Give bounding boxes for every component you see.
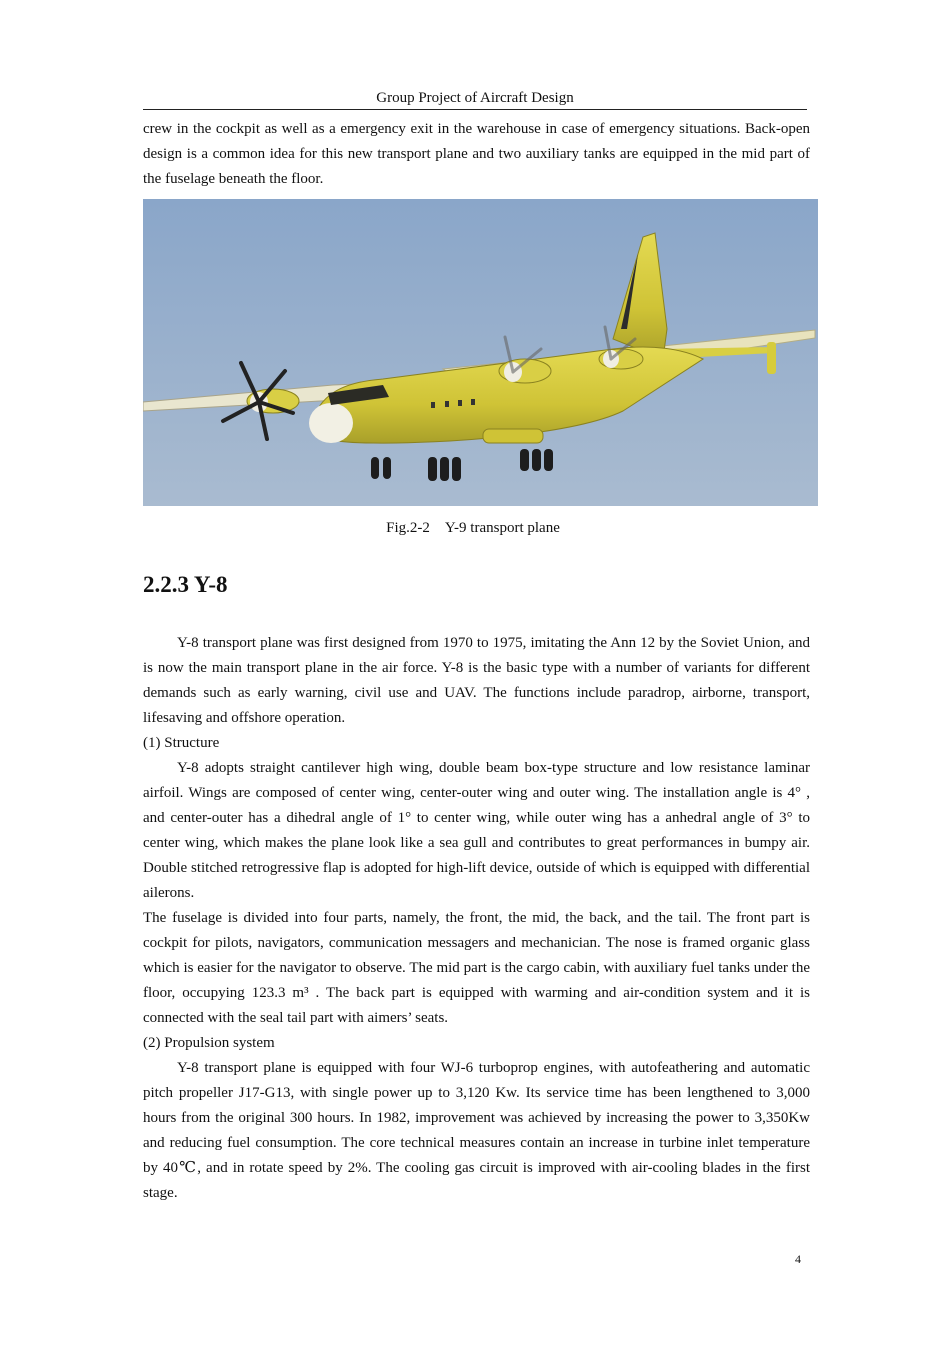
- section-paragraph-3: The fuselage is divided into four parts, namely, the front, the mid, the back, and the tail. The front part is cockpit for pilots, navigators, communication messagers and mechanician. The nose is framed organic glass which is easier for the navigator to observe. The mid part is the cargo cabin, with auxiliary fuel tanks under the floor, occupying 123.3 m³ . The back part is equipped with warming and air-condition system and it is connected with the seal tail part with aimers’ seats.: [143, 910, 810, 1026]
- intro-paragraph: crew in the cockpit as well as a emergency exit in the warehouse in case of emergency situations. Back-open design is a common idea for this new transport plane and two auxiliary tanks are equipped in the mid part of the fuselage beneath the floor.: [143, 121, 810, 187]
- aircraft-photo: [143, 199, 818, 506]
- propulsion-label: (2) Propulsion system: [143, 1035, 275, 1051]
- structure-label: (1) Structure: [143, 735, 220, 751]
- section-paragraph-2: Y-8 adopts straight cantilever high wing, double beam box-type structure and low resistance laminar airfoil. Wings are composed of center wing, center-outer wing and outer wing. The installation angle is 4° , and center-outer has a dihedral angle of 1° to center wing, while outer wing has a anhedral angle of 3° to center wing, which makes the plane look like a sea gull and contributes to great performances in bumpy air. Double stitched retrogressive flap is adopted for high-lift device, outside of which is equipped with differential ailerons.: [143, 760, 810, 901]
- running-header: Group Project of Aircraft Design: [376, 90, 574, 106]
- page-number: 4: [795, 1252, 801, 1266]
- section-paragraph-1: Y-8 transport plane was first designed from 1970 to 1975, imitating the Ann 12 by the Soviet Union, and is now the main transport plane in the air force. Y-8 is the basic type with a number of variants for different demands such as early warning, civil use and UAV. The functions include paradrop, airborne, transport, lifesaving and offshore operation.: [143, 635, 810, 726]
- figure-caption: Fig.2-2 Y-9 transport plane: [386, 520, 560, 536]
- section-paragraph-4: Y-8 transport plane is equipped with four WJ-6 turboprop engines, with autofeathering and automatic pitch propeller J17-G13, with single power up to 3,120 Kw. Its service time has been lengthened to 3,000 hours from the original 300 hours. In 1982, improvement was achieved by increasing the power to 3,350Kw and reducing fuel consumption. The core technical measures contain an increase in turbine inlet temperature by 40℃, and in rotate speed by 2%. The cooling gas circuit is improved with air-cooling blades in the first stage.: [143, 1060, 810, 1201]
- header-divider: [143, 109, 807, 110]
- section-heading: 2.2.3 Y-8: [143, 572, 228, 597]
